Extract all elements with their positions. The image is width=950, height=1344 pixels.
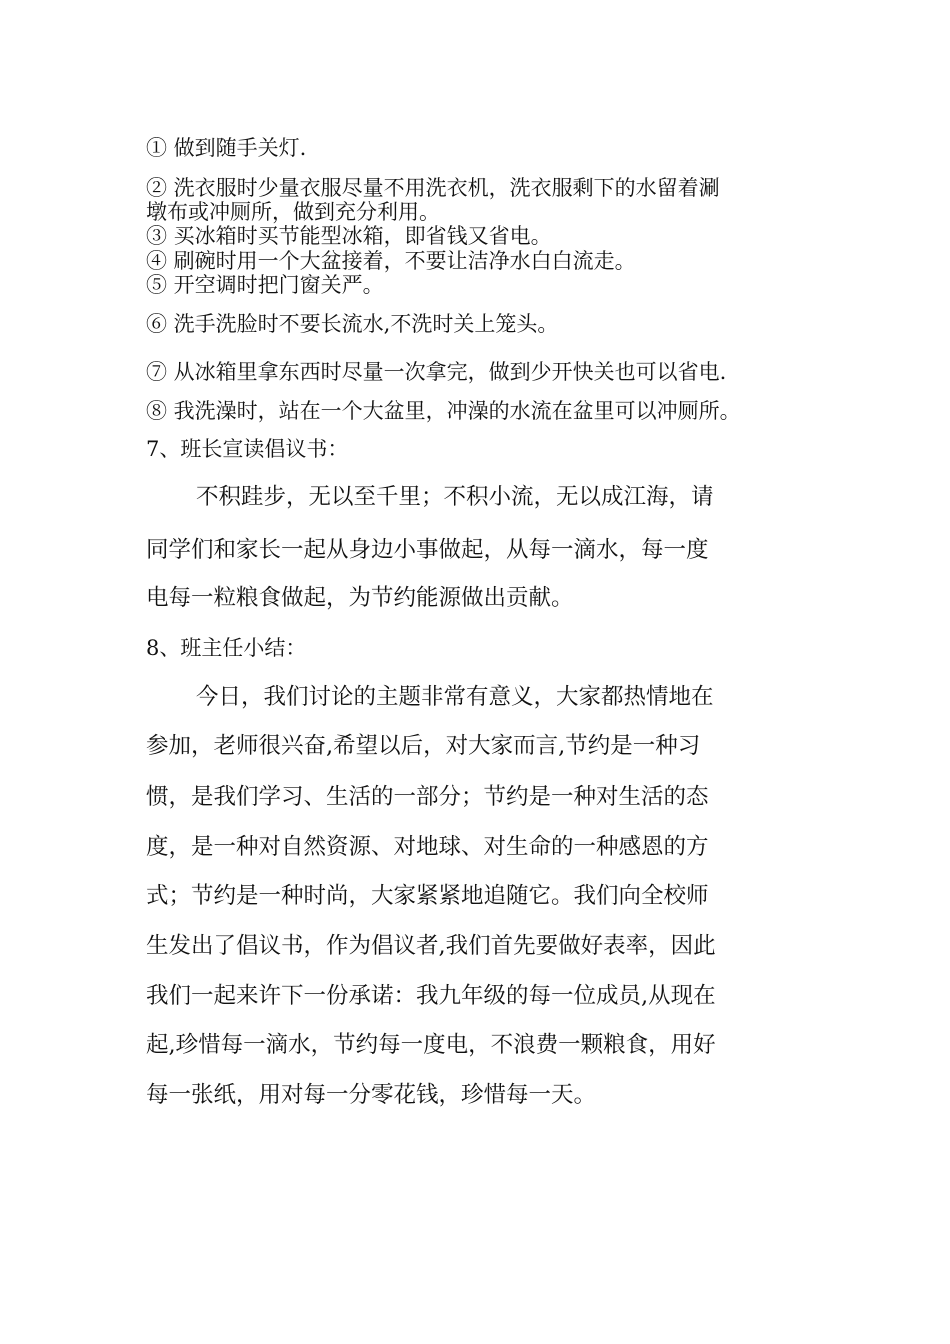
paragraph-line: 今日，我们讨论的主题非常有意义，大家都热情地在: [196, 684, 714, 710]
list-item-continuation: 墩布或冲厕所，做到充分利用。: [146, 200, 440, 224]
list-item: ⑤ 开空调时把门窗关严。: [146, 273, 384, 297]
paragraph-line: 每一张纸，用对每一分零花钱，珍惜每一天。: [146, 1082, 597, 1108]
paragraph-line: 惯，是我们学习、生活的一部分；节约是一种对生活的态: [146, 784, 709, 810]
section-heading: 8、班主任小结：: [146, 636, 307, 660]
list-item: ⑦ 从冰箱里拿东西时尽量一次拿完，做到少开快关也可以省电.: [146, 360, 727, 384]
paragraph-line: 同学们和家长一起从身边小事做起，从每一滴水，每一度: [146, 537, 709, 563]
paragraph-line: 我们一起来许下一份承诺：我九年级的每一位成员,从现在: [146, 983, 716, 1009]
paragraph-line: 参加，老师很兴奋,希望以后，对大家而言,节约是一种习: [146, 733, 701, 759]
list-item: ④ 刷碗时用一个大盆接着，不要让洁净水白白流走。: [146, 249, 636, 273]
list-item: ② 洗衣服时少量衣服尽量不用洗衣机，洗衣服剩下的水留着涮: [146, 176, 720, 200]
paragraph-line: 式；节约是一种时尚，大家紧紧地追随它。我们向全校师: [146, 883, 709, 909]
list-item: ① 做到随手关灯.: [146, 136, 307, 160]
paragraph-line: 电每一粒粮食做起，为节约能源做出贡献。: [146, 585, 574, 611]
paragraph-line: 不积跬步，无以至千里；不积小流，无以成江海，请: [196, 484, 714, 510]
list-item: ⑧ 我洗澡时，站在一个大盆里，冲澡的水流在盆里可以冲厕所。: [146, 399, 741, 423]
list-item: ③ 买冰箱时买节能型冰箱，即省钱又省电。: [146, 224, 552, 248]
paragraph-line: 度，是一种对自然资源、对地球、对生命的一种感恩的方: [146, 834, 709, 860]
paragraph-line: 起,珍惜每一滴水，节约每一度电，不浪费一颗粮食，用好: [146, 1032, 716, 1058]
paragraph-line: 生发出了倡议书，作为倡议者,我们首先要做好表率，因此: [146, 933, 716, 959]
list-item: ⑥ 洗手洗脸时不要长流水,不洗时关上笼头。: [146, 312, 559, 336]
section-heading: 7、班长宣读倡议书：: [146, 437, 349, 461]
